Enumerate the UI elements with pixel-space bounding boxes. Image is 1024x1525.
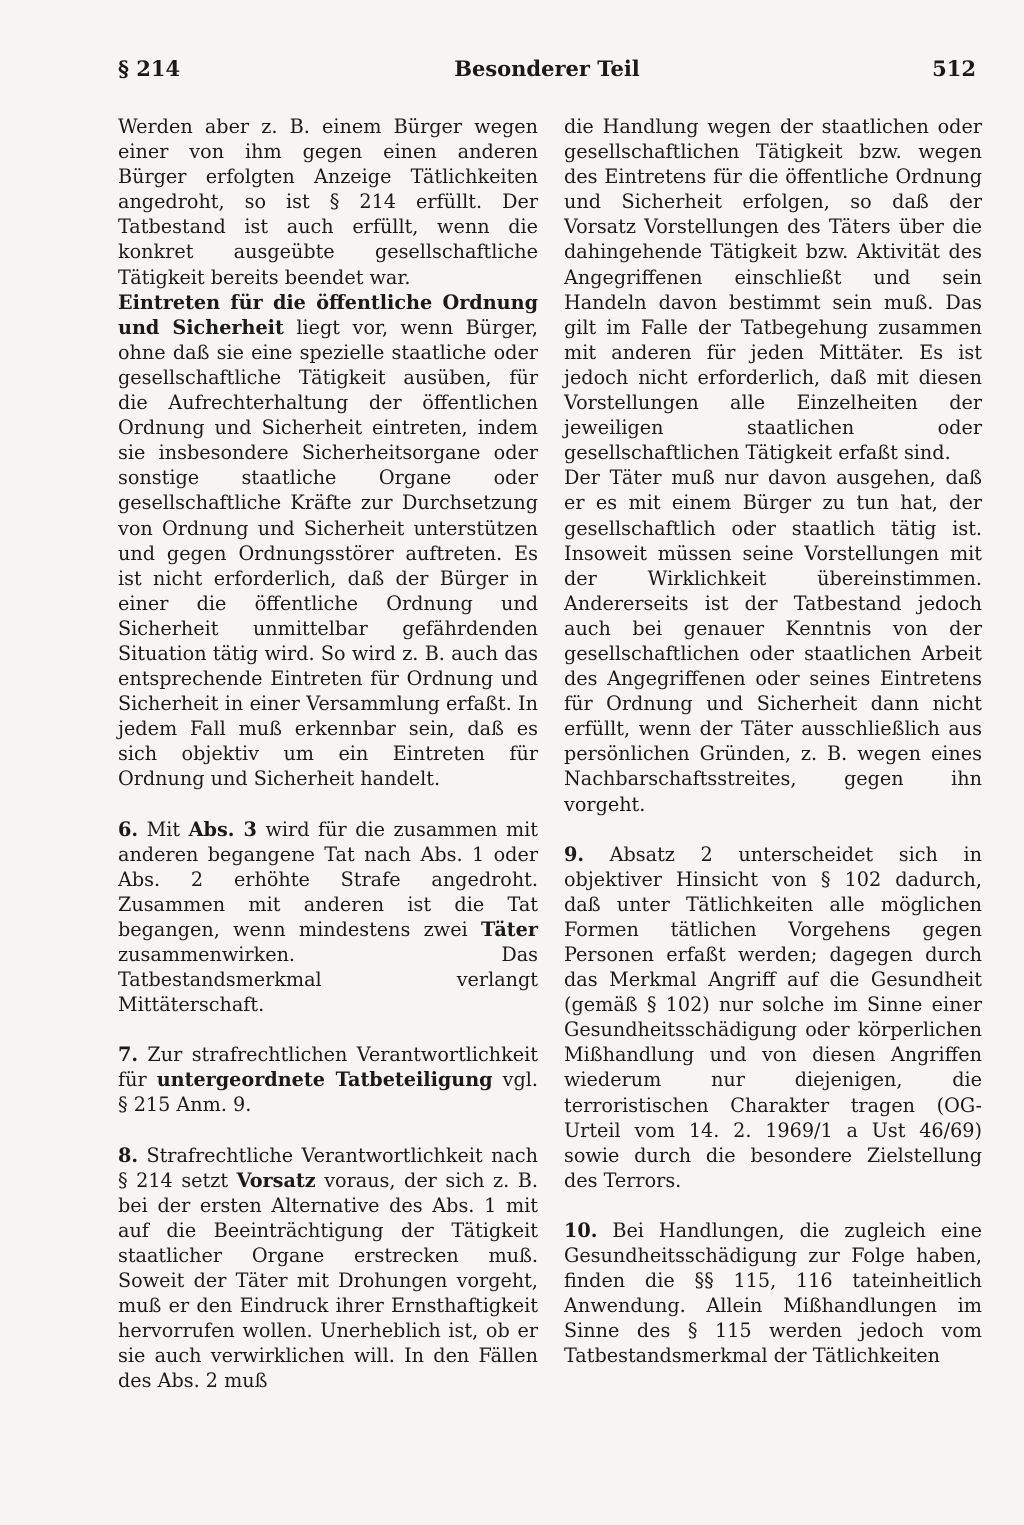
bold-term: Abs. 3 (188, 817, 257, 841)
paragraph: Eintreten für die öffentliche Ordnung und Sicherheit liegt vor, wenn Bürger, ohne daß sie eine spezielle staatliche oder gesellschaftliche Tätigkeit ausüben, für die Aufrechterhaltung der öffentlichen Ordnung und Sicherheit eintreten, indem sie insbesondere Sicherheitsorgane oder sonstige staatliche Organe oder gesellschaftliche Kräfte zur Durchsetzung von Ordnung und Sicherheit unterstützen und gegen Ordnungsstörer auftreten. Es ist nicht erforderlich, daß der Bürger in einer die öffentliche Ordnung und Sicherheit unmittelbar gefährdenden Situation tätig wird. So wird z. B. auch das entsprechende Eintreten für Ordnung und Sicherheit in einer Versammlung erfaßt. In jedem Fall muß erkennbar sein, daß es sich objektiv um ein Eintreten für Ordnung und Sicherheit handelt. (118, 290, 538, 791)
note-number: 6. (118, 817, 139, 841)
bold-term: Eintreten für die öffentliche Ordnung und Sicherheit (118, 290, 538, 339)
note-8: 8. Strafrechtliche Verantwortlichkeit nach § 214 setzt Vorsatz voraus, der sich z. B. bei der ersten Alternative des Abs. 1 mit auf die Beeinträchtigung der Tätigkeit staatlicher Organe erstrecken muß. Soweit der Täter mit Drohungen vorgeht, muß er den Eindruck ihrer Ernsthaftigkeit hervorrufen wollen. Unerheblich ist, ob er sie auch verwirklichen will. In den Fällen des Abs. 2 muß (118, 1143, 539, 1393)
note-9: 9. Absatz 2 unterscheidet sich in objektiver Hinsicht von § 102 dadurch, daß unter Tätlichkeiten alle möglichen Formen tätlichen Vorgehens gegen Personen erfaßt werden; dagegen durch das Merkmal Angriff auf die Gesundheit (gemäß § 102) nur solche im Sinne einer Gesundheitsschädigung oder körperlichen Mißhandlung und von diesen Angriffen wiederum nur diejenigen, die terroristischen Charakter tragen (OG-Urteil vom 14. 2. 1969/1 a Ust 46/69) sowie durch die besondere Zielstellung des Terrors. (564, 842, 982, 1192)
page-title: Besonderer Teil (454, 56, 640, 81)
paragraph: Der Täter muß nur davon ausgehen, daß er es mit einem Bürger zu tun hat, der gesellschaftlich oder staatlich tätig ist. Insoweit müssen seine Vorstellungen mit der Wirklichkeit übereinstimmen. Andererseits ist der Tatbestand jedoch auch bei genauer Kenntnis von der gesellschaftlichen oder staatlichen Arbeit des Angegriffenen oder seines Eintretens für Ordnung und Sicherheit dann nicht erfüllt, wenn der Täter ausschließlich aus persönlichen Gründen, z. B. wegen eines Nachbarschaftsstreites, gegen ihn vorgeht. (564, 466, 982, 816)
bold-term: Täter (481, 917, 538, 941)
running-header (118, 56, 976, 96)
note-10: 10. Bei Handlungen, die zugleich eine Gesundheitsschädigung zur Folge haben, finden die §§ 115, 116 tateinheitlich Anwendung. Allein Mißhandlungen im Sinne des § 115 werden jedoch vom Tatbestandsmerkmal der Tätlichkeiten (564, 1218, 982, 1368)
right-column (564, 114, 982, 1369)
paragraph: die Handlung wegen der staatlichen oder gesellschaftlichen Tätigkeit bzw. wegen des Eintretens für die öffentliche Ordnung und Sicherheit erfolgen, so daß der Vorsatz Vorstellungen des Täters über die dahingehende Tätigkeit bzw. Aktivität des Angegriffenen einschließt und sein Handeln davon bestimmt sein muß. Das gilt im Falle der Tatbegehung zusammen mit anderen für jeden Mittäter. Es ist jedoch nicht erforderlich, daß mit diesen Vorstellungen alle Einzelheiten der jeweiligen staatlichen oder gesellschaftlichen Tätigkeit erfaßt sind. (564, 115, 982, 465)
note-number: 10. (564, 1218, 598, 1242)
left-column (118, 114, 538, 1394)
page-number: 512 (932, 56, 976, 81)
note-number: 7. (118, 1043, 139, 1067)
note-7: 7. Zur strafrechtlichen Verantwortlichkeit für untergeordnete Tatbeteiligung vgl. § 215 Anm. 9. (118, 1043, 539, 1117)
section-number: § 214 (118, 56, 181, 81)
bold-term: Vorsatz (236, 1168, 316, 1192)
paragraph: Werden aber z. B. einem Bürger wegen einer von ihm gegen einen anderen Bürger erfolgten Anzeige Tätlichkeiten angedroht, so ist § 214 erfüllt. Der Tatbestand ist auch erfüllt, wenn die konkret ausgeübte gesellschaftliche Tätigkeit bereits beendet war. (118, 115, 538, 289)
note-number: 9. (564, 842, 585, 866)
bold-term: untergeordnete Tatbeteiligung (156, 1068, 493, 1092)
note-number: 8. (118, 1143, 139, 1167)
note-6: 6. Mit Abs. 3 wird für die zusammen mit anderen begangene Tat nach Abs. 1 oder Abs. 2 erhöhte Strafe angedroht. Zusammen mit anderen ist die Tat begangen, wenn mindestens zwei Täter zusammenwirken. Das Tatbestandsmerkmal verlangt Mittäterschaft. (118, 817, 538, 1017)
